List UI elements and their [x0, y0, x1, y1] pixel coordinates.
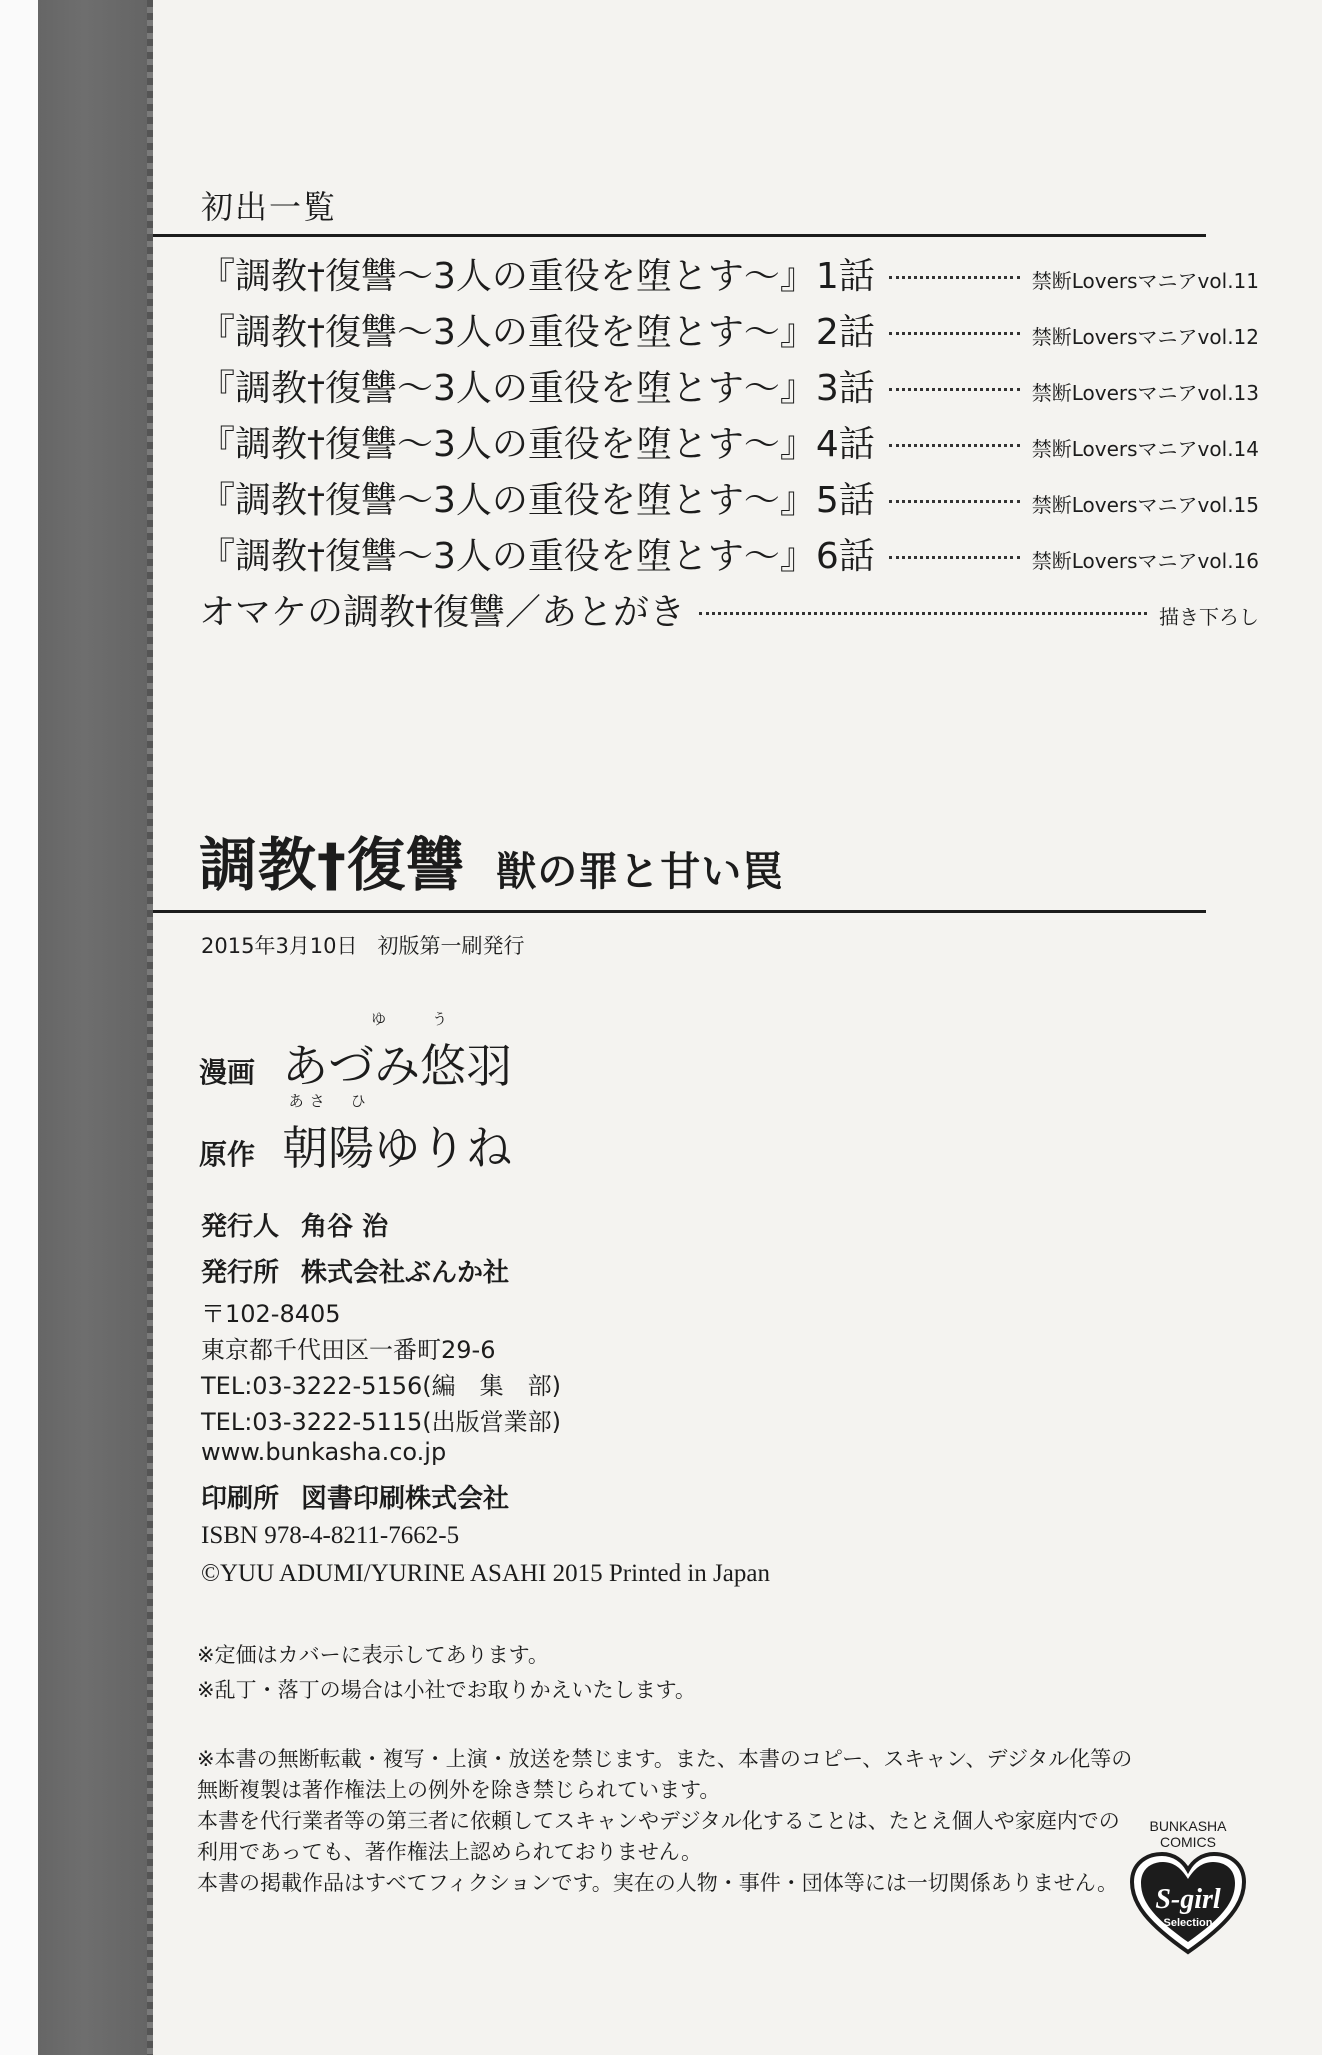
logo-series: COMICS	[1160, 1834, 1216, 1850]
copyright: ©YUU ADUMI/YURINE ASAHI 2015 Printed in Japan	[201, 1560, 770, 1587]
toc-entry	[199, 416, 1259, 472]
book-subtitle: 獣の罪と甘い罠	[496, 849, 784, 895]
toc-entry	[199, 584, 1259, 640]
address: 東京都千代田区一番町29-6	[201, 1336, 496, 1364]
publishing-office-line	[201, 1252, 509, 1289]
fiction-note: 本書の掲載作品はすべてフィクションです。実在の人物・事件・団体等には一切関係ありません。	[197, 1871, 1119, 1895]
leader-dots	[889, 276, 1020, 279]
toc-entry-source: 禁断Loversマニアvol.13	[1031, 381, 1259, 405]
publisher-label: 発行人	[201, 1212, 280, 1242]
toc-entry-title: オマケの調教†復讐／あとがき	[199, 592, 686, 633]
credit-manga-label: 漫画	[199, 1056, 256, 1089]
leader-dots	[889, 332, 1020, 335]
furigana: あさ ひ	[288, 1092, 372, 1110]
toc-entry-title: 『調教†復讐～3人の重役を堕とす～』5話	[199, 480, 875, 521]
printer-name: 図書印刷株式会社	[301, 1484, 510, 1514]
toc-entry-title: 『調教†復讐～3人の重役を堕とす～』6話	[199, 536, 875, 577]
print-date-line	[201, 930, 525, 960]
publisher-name: 角谷 治	[301, 1212, 389, 1242]
toc-entry	[199, 304, 1259, 360]
isbn: ISBN 978-4-8211-7662-5	[201, 1522, 460, 1549]
page-spine-edge	[0, 0, 38, 2055]
heart-logo-icon	[1128, 1852, 1248, 1956]
office-name: 株式会社ぶんか社	[301, 1258, 510, 1288]
toc-entry-title: 『調教†復讐～3人の重役を堕とす～』3話	[199, 368, 875, 409]
gray-side-band	[38, 0, 153, 2055]
toc-entry-source: 禁断Loversマニアvol.14	[1031, 437, 1259, 461]
toc-entry-title: 『調教†復讐～3人の重役を堕とす～』2話	[199, 312, 875, 353]
credit-manga	[199, 1010, 513, 1096]
leader-dots	[889, 556, 1020, 559]
logo-sub: Selection	[1163, 1917, 1213, 1929]
defect-note: ※乱丁・落丁の場合は小社でお取りかえいたします。	[197, 1678, 696, 1702]
imprint-logo	[1113, 1818, 1263, 1956]
logo-brand: S-girl	[1155, 1884, 1221, 1915]
toc-entry	[199, 360, 1259, 416]
publication-date: 2015年3月10日	[201, 934, 358, 958]
toc-entry-source: 禁断Loversマニアvol.11	[1031, 269, 1259, 293]
legal-note-scan: 本書を代行業者等の第三者に依頼してスキャンやデジタル化することは、たとえ個人や家庭内での利用であっても、著作権法上認められておりません。	[197, 1809, 1120, 1864]
toc-list	[199, 248, 1259, 640]
title-rule	[153, 910, 1206, 913]
legal-note-copy: ※本書の無断転載・複写・上演・放送を禁じます。また、本書のコピー、スキャン、デジタル化等の無断複製は著作権法上の例外を除き禁じられています。	[197, 1747, 1133, 1802]
furigana: ゆ う	[371, 1010, 454, 1028]
publisher-person-line	[201, 1206, 388, 1243]
book-title-block	[199, 818, 783, 902]
toc-entry	[199, 472, 1259, 528]
website-url: www.bunkasha.co.jp	[201, 1438, 447, 1466]
credit-original	[199, 1092, 513, 1178]
toc-entry-title: 『調教†復讐～3人の重役を堕とす～』1話	[199, 256, 875, 297]
book-title: 調教†復讐	[199, 831, 466, 899]
printer-label: 印刷所	[201, 1484, 280, 1514]
printer-line	[201, 1478, 509, 1515]
colophon-page	[153, 0, 1322, 2055]
leader-dots	[889, 444, 1020, 447]
tel-editorial: TEL:03-3222-5156(編 集 部)	[201, 1372, 562, 1400]
toc-entry	[199, 528, 1259, 584]
toc-entry-title: 『調教†復讐～3人の重役を堕とす～』4話	[199, 424, 875, 465]
tel-sales: TEL:03-3222-5115(出版営業部)	[201, 1408, 562, 1436]
logo-publisher: BUNKASHA	[1149, 1818, 1227, 1834]
toc-entry-source: 禁断Loversマニアvol.16	[1031, 549, 1259, 573]
edition-label: 初版第一刷発行	[377, 934, 525, 958]
credit-manga-name: ゆ う あづみ悠羽	[282, 1010, 513, 1093]
toc-entry-source: 禁断Loversマニアvol.12	[1031, 325, 1259, 349]
postal-code: 〒102-8405	[201, 1300, 341, 1328]
office-label: 発行所	[201, 1258, 280, 1288]
toc-entry-source: 禁断Loversマニアvol.15	[1031, 493, 1259, 517]
leader-dots	[889, 500, 1020, 503]
toc-entry	[199, 248, 1259, 304]
toc-rule	[153, 234, 1206, 237]
leader-dots	[889, 388, 1020, 391]
credit-original-name: あさ ひ 朝陽ゆりね	[282, 1092, 513, 1175]
credit-original-label: 原作	[199, 1138, 256, 1171]
toc-heading: 初出一覧	[201, 188, 338, 226]
toc-entry-source: 描き下ろし	[1159, 605, 1259, 629]
price-note: ※定価はカバーに表示してあります。	[197, 1643, 549, 1667]
leader-dots	[699, 612, 1147, 615]
